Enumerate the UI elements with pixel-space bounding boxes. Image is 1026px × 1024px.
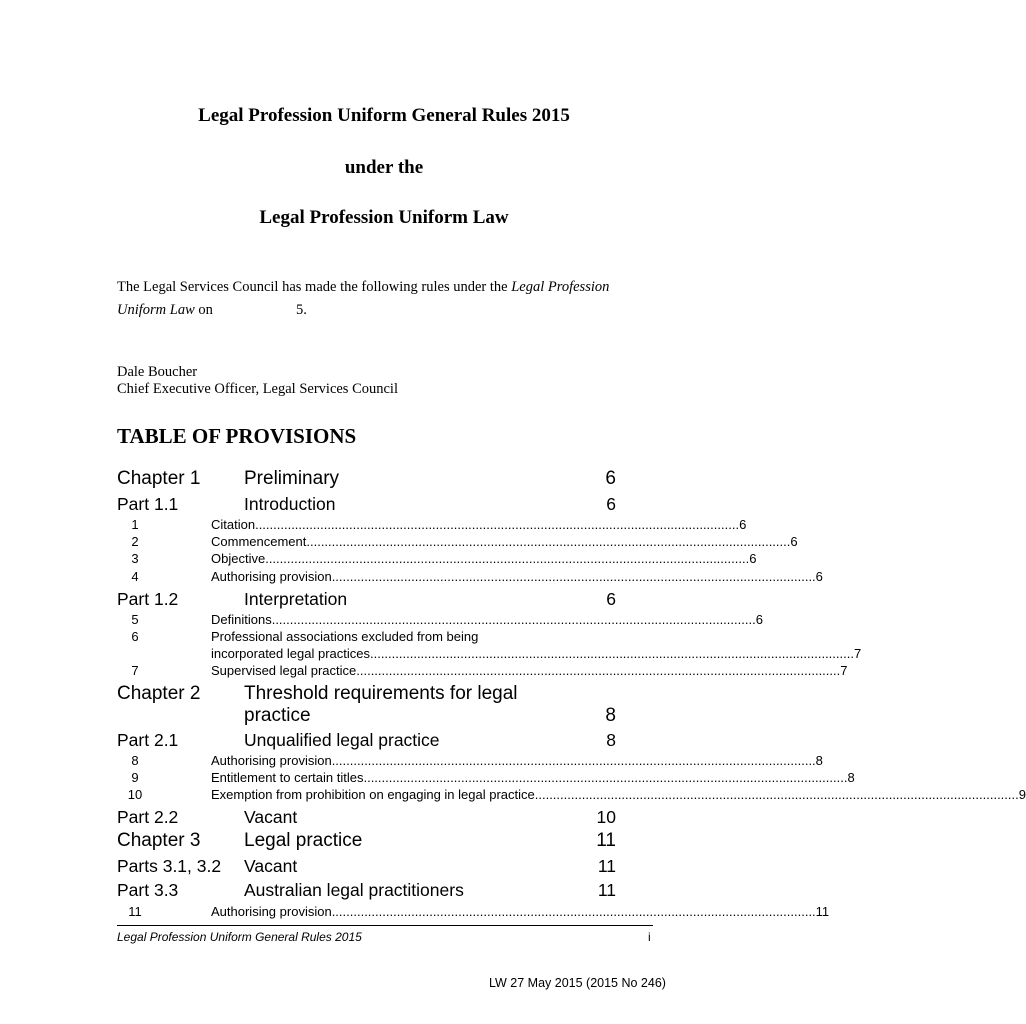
toc-page-number: 8	[847, 770, 855, 785]
toc-chapter-label: Chapter 2	[117, 683, 201, 704]
toc-page-number: 7	[840, 663, 848, 678]
toc-entry-7[interactable]: 7 Supervised legal practice ...................................................................................................................................... 7	[117, 663, 616, 678]
toc-entry-11[interactable]: 11 Authorising provision ...................................................................................................................................... 11	[117, 904, 613, 919]
toc-part-label: Parts 3.1, 3.2	[117, 856, 222, 876]
document-title: Legal Profession Uniform General Rules 2015	[198, 105, 570, 126]
document-law-title: Legal Profession Uniform Law	[259, 207, 509, 228]
toc-page-number: 6	[605, 468, 616, 489]
toc-parts-3-1-3-2[interactable]	[117, 856, 616, 877]
toc-entry-number: 10	[127, 787, 143, 802]
toc-entry-text: Definitions	[211, 612, 272, 627]
gazette-stamp: LW 27 May 2015 (2015 No 246)	[489, 976, 666, 990]
toc-part-label: Part 2.2	[117, 807, 179, 827]
toc-page-number: 11	[815, 904, 830, 919]
toc-chapter-label: Chapter 1	[117, 468, 201, 489]
toc-page-number: 8	[606, 730, 616, 750]
toc-entry-number: 5	[131, 612, 139, 627]
toc-part-title: Unqualified legal practice	[244, 730, 440, 750]
toc-part-label: Part 2.1	[117, 730, 179, 750]
toc-entry-number: 2	[131, 534, 139, 549]
toc-page-number: 6	[606, 494, 616, 514]
toc-part-2-2[interactable]	[117, 807, 616, 828]
toc-entry-6-cont[interactable]: incorporated legal practices ...................................................................................................................................... 7	[211, 646, 862, 661]
toc-part-2-1[interactable]	[117, 730, 616, 751]
toc-page-number: 6	[815, 569, 823, 584]
toc-chapter-title: Legal practice	[244, 830, 363, 851]
toc-entry-number: 1	[131, 517, 139, 532]
toc-entry-text: Exemption from prohibition on engaging in legal practice	[211, 787, 535, 802]
toc-page-number: 11	[597, 856, 616, 876]
toc-page-number: 6	[790, 534, 798, 549]
toc-chapter-2-cont[interactable]	[117, 705, 616, 727]
toc-page-number: 7	[853, 646, 862, 661]
toc-page-number: 11	[597, 880, 616, 900]
signatory-name: Dale Boucher	[117, 364, 198, 380]
toc-entry-text: Objective	[211, 551, 266, 566]
toc-chapter-title: Threshold requirements for legal	[244, 683, 518, 704]
intro-line-2	[117, 302, 213, 319]
toc-part-title: Vacant	[244, 856, 298, 876]
footer-rule	[117, 925, 653, 926]
intro-line-1	[117, 279, 609, 296]
toc-entry-text: Commencement	[211, 534, 307, 549]
toc-part-title: Vacant	[244, 807, 298, 827]
toc-page-number: 8	[815, 753, 823, 768]
toc-part-1-1[interactable]	[117, 494, 616, 515]
toc-chapter-label: Chapter 3	[117, 830, 201, 851]
toc-page-number: 10	[596, 807, 616, 827]
intro-italic-law: Legal Profession	[511, 279, 610, 295]
toc-entry-number: 6	[131, 629, 139, 644]
toc-entry-6[interactable]	[117, 629, 616, 644]
toc-part-1-2[interactable]	[117, 589, 616, 610]
toc-entry-text: Authorising provision	[211, 569, 332, 584]
intro-text: The Legal Services Council has made the following rules under the	[117, 279, 512, 295]
toc-entry-4[interactable]: 4 Authorising provision ...................................................................................................................................... 6	[117, 569, 616, 584]
toc-entry-3[interactable]: 3 Objective ...................................................................................................................................... 6	[117, 551, 616, 566]
toc-entry-1[interactable]: 1 Citation ...................................................................................................................................... 6	[117, 517, 616, 532]
footer-page-number: i	[648, 930, 651, 944]
toc-page-number: 6	[749, 551, 757, 566]
toc-entry-number: 7	[131, 663, 139, 678]
toc-entry-2[interactable]: 2 Commencement ...................................................................................................................................... 6	[117, 534, 616, 549]
toc-part-title: Interpretation	[244, 589, 348, 609]
toc-chapter-title: Preliminary	[244, 468, 340, 489]
toc-entry-number: 8	[131, 753, 139, 768]
toc-heading: TABLE OF PROVISIONS	[117, 424, 357, 448]
toc-entry-8[interactable]: 8 Authorising provision ...................................................................................................................................... 8	[117, 753, 616, 768]
footer-title: Legal Profession Uniform General Rules 2015	[117, 930, 362, 944]
toc-entry-5[interactable]: 5 Definitions ...................................................................................................................................... 6	[117, 612, 616, 627]
toc-entry-text: incorporated legal practices	[211, 646, 370, 661]
toc-entry-text: Citation	[211, 517, 256, 532]
toc-entry-number: 3	[131, 551, 139, 566]
toc-page-number: 8	[605, 705, 616, 726]
toc-part-title: Australian legal practitioners	[244, 880, 464, 900]
toc-page-number: 6	[755, 612, 763, 627]
toc-entry-text: Authorising provision	[211, 753, 332, 768]
toc-page-number: 6	[739, 517, 747, 532]
toc-entry-10[interactable]: 10 Exemption from prohibition on engaging in legal practice ...................................................................................................................................... 9	[117, 787, 616, 802]
toc-entry-number: 11	[128, 904, 142, 919]
intro-date-end: 5.	[296, 302, 307, 318]
toc-entry-text: Entitlement to certain titles	[211, 770, 364, 785]
toc-part-label: Part 3.3	[117, 880, 179, 900]
toc-entry-text: Authorising provision	[211, 904, 332, 919]
intro-text-2: on	[194, 302, 213, 318]
toc-entry-text: Professional associations excluded from being	[211, 629, 479, 644]
toc-part-3-3[interactable]	[117, 880, 616, 901]
toc-chapter-title: practice	[244, 705, 311, 726]
toc-part-label: Part 1.1	[117, 494, 179, 514]
toc-page-number: 6	[606, 589, 616, 609]
toc-chapter-2[interactable]	[117, 683, 616, 705]
toc-page-number: 11	[596, 830, 616, 851]
document-subtitle: under the	[344, 157, 424, 178]
intro-italic-law-2: Uniform Law	[117, 302, 195, 318]
toc-chapter-1[interactable]	[117, 468, 616, 490]
toc-entry-number: 9	[131, 770, 139, 785]
toc-entry-number: 4	[131, 569, 139, 584]
toc-part-label: Part 1.2	[117, 589, 179, 609]
toc-part-title: Introduction	[244, 494, 336, 514]
toc-entry-text: Supervised legal practice	[211, 663, 357, 678]
toc-page-number: 9	[1018, 787, 1026, 802]
toc-entry-9[interactable]: 9 Entitlement to certain titles ...................................................................................................................................... 8	[117, 770, 616, 785]
toc-chapter-3[interactable]	[117, 830, 616, 852]
signatory-role: Chief Executive Officer, Legal Services Council	[117, 381, 398, 397]
